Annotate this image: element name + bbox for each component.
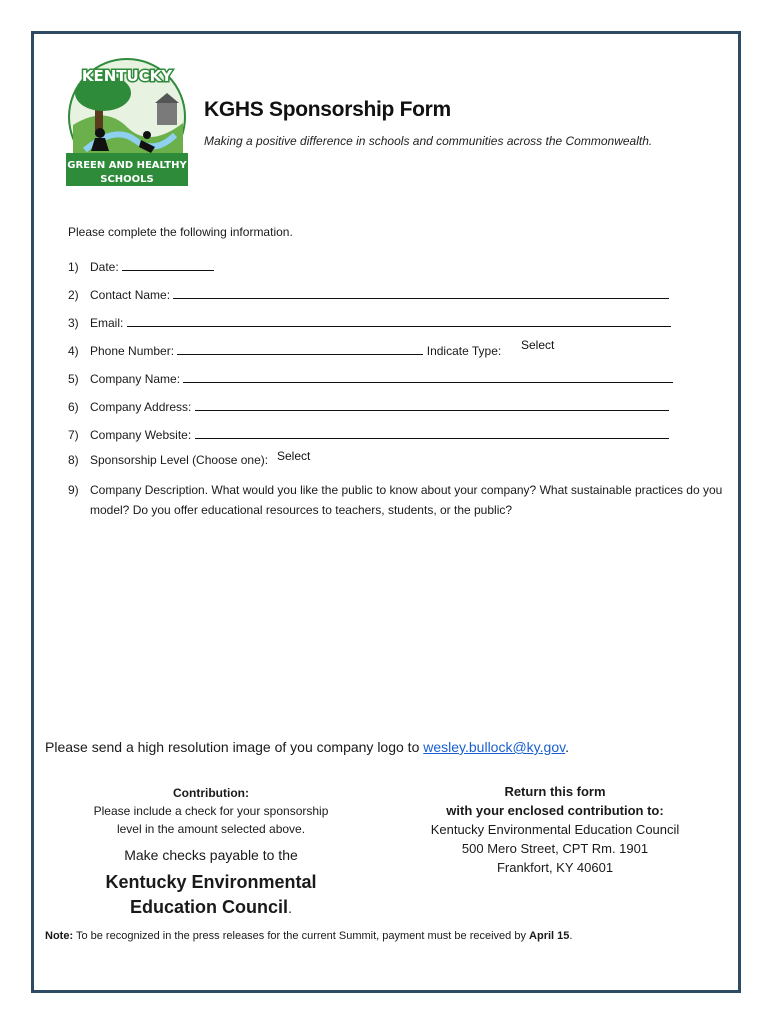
question-number: 2): [68, 288, 79, 302]
payee-org-end: .: [288, 900, 292, 916]
send-logo-text: Please send a high resolution image of you company logo to: [45, 739, 424, 755]
contribution-line2: level in the amount selected above.: [116, 822, 306, 836]
send-logo-end: .: [565, 739, 569, 755]
question-phone: [68, 342, 501, 358]
payee-org-line2: Education Council: [130, 897, 289, 917]
logo-green-healthy-text: GREEN AND HEALTHY: [67, 160, 187, 171]
return-heading2: with your enclosed contribution to:: [446, 803, 664, 818]
question-company-address: [68, 398, 669, 414]
phone-type-select[interactable]: Select: [521, 338, 555, 352]
note-text: To be recognized in the press releases for the current Summit, payment must be received by: [73, 930, 530, 942]
phone-field[interactable]: [177, 342, 423, 355]
question-number: 9): [68, 483, 79, 497]
question-number: 3): [68, 316, 79, 330]
note-label: Note:: [45, 930, 74, 942]
logo-schools-text: SCHOOLS: [100, 174, 154, 185]
question-label: Company Website:: [90, 428, 192, 442]
note-end: .: [569, 930, 573, 942]
company-description-field[interactable]: [90, 525, 720, 720]
question-email: [68, 314, 671, 330]
payee-org-line2-wrap: [70, 895, 352, 921]
kghs-logo: [65, 55, 189, 187]
send-logo-instruction: [45, 739, 569, 755]
page-subtitle: Making a positive difference in schools and communities across the Commonwealth.: [204, 134, 653, 148]
question-number: 8): [68, 453, 79, 467]
email-link[interactable]: wesley.bullock@ky.gov: [423, 739, 566, 755]
company-website-field[interactable]: [195, 426, 669, 439]
question-company-description: [68, 480, 728, 520]
intro-text: Please complete the following information.: [68, 225, 293, 239]
sponsorship-level-select[interactable]: Select: [277, 449, 311, 463]
payable-to-text: Make checks payable to the: [124, 847, 298, 863]
contribution-heading: Contribution:: [173, 786, 249, 800]
note-deadline: April 15: [529, 930, 570, 942]
question-company-website: [68, 426, 669, 442]
logo-kentucky-text: KENTUCKY: [81, 67, 173, 85]
question-number: 7): [68, 428, 79, 442]
question-number: 4): [68, 344, 79, 358]
company-name-field[interactable]: [183, 370, 673, 383]
return-section: [410, 782, 700, 877]
question-label: Contact Name:: [90, 288, 171, 302]
contribution-section: [70, 784, 352, 921]
email-field[interactable]: [127, 314, 671, 327]
question-label: Company Address:: [90, 400, 192, 414]
company-address-field[interactable]: [195, 398, 669, 411]
question-number: 5): [68, 372, 79, 386]
return-line3: Frankfort, KY 40601: [496, 860, 614, 875]
question-label: Sponsorship Level (Choose one):: [90, 453, 269, 467]
contact-name-field[interactable]: [173, 286, 669, 299]
question-number: 1): [68, 260, 79, 274]
question-sponsorship-level: [68, 453, 268, 467]
question-date: [68, 258, 214, 274]
question-label: Company Name:: [90, 372, 181, 386]
date-field[interactable]: [122, 258, 214, 271]
question-company-name: [68, 370, 673, 386]
return-line2: 500 Mero Street, CPT Rm. 1901: [461, 841, 649, 856]
return-heading1: Return this form: [504, 784, 606, 799]
question-number: 6): [68, 400, 79, 414]
payee-org-line1: Kentucky Environmental: [105, 872, 317, 892]
question-label: Email:: [90, 316, 124, 330]
return-line1: Kentucky Environmental Education Council: [430, 822, 680, 837]
question-contact-name: [68, 286, 669, 302]
contribution-line1: Please include a check for your sponsorship: [93, 804, 329, 818]
question-label: Phone Number:: [90, 344, 175, 358]
indicate-type-label: Indicate Type:: [426, 344, 502, 358]
question-label: Company Description. What would you like the public to know about your company? What sustainable practices do you model? Do you offer educational resources to teachers, students, or the public?: [90, 483, 723, 517]
question-label: Date:: [90, 260, 119, 274]
page-title: KGHS Sponsorship Form: [204, 98, 451, 121]
footer-note: [45, 930, 572, 942]
